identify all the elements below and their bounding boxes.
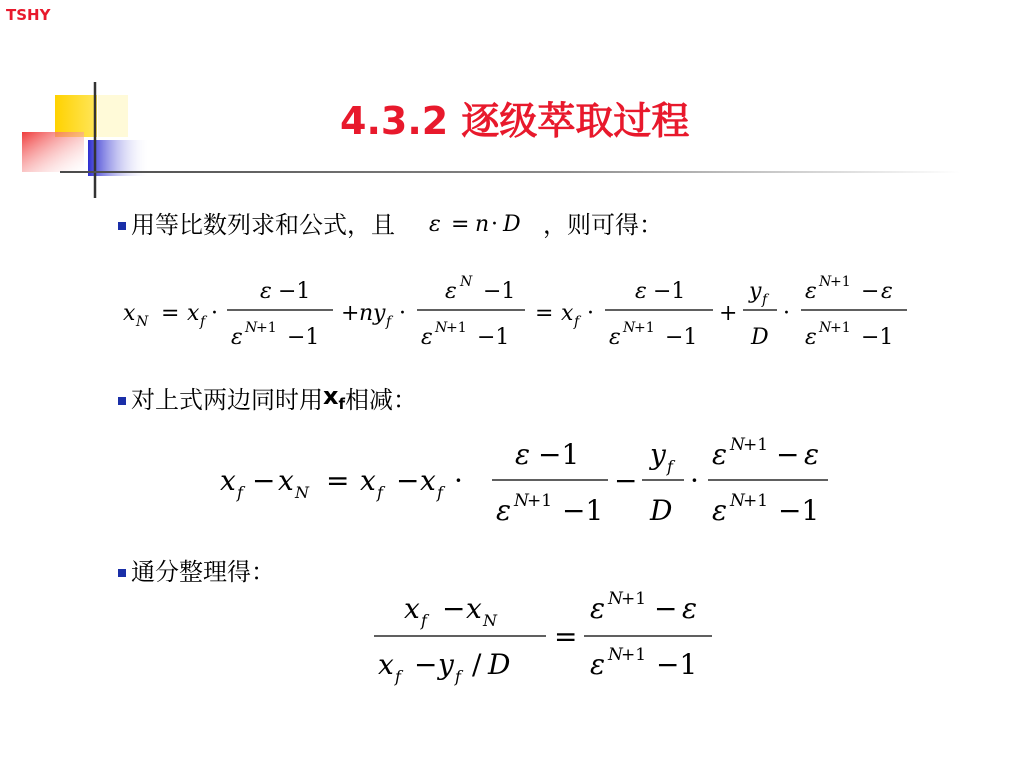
svg-text:ε: ε [590,648,606,681]
svg-text:−: − [614,464,638,497]
inline-formula [423,206,543,240]
svg-text:N: N [136,314,149,330]
svg-text:x: x [378,648,394,681]
svg-text:ε: ε [712,494,728,527]
svg-text:+1: +1 [527,491,553,511]
svg-text:=: = [554,620,578,653]
logo-text: TSHY [6,6,51,24]
svg-text:f: f [421,611,427,630]
svg-text:−1: −1 [278,279,311,304]
svg-text:f: f [237,483,243,502]
bullet-square-icon [118,397,126,405]
svg-text:−1: −1 [477,325,510,350]
bullet-1-text: 用等比数列求和公式，且 [131,211,395,239]
svg-text:x: x [187,301,200,326]
svg-text:ε: ε [231,325,243,350]
svg-text:y: y [438,648,454,681]
svg-text:·: · [587,301,594,326]
equation-3 [368,586,728,686]
svg-text:−1: −1 [656,648,698,681]
svg-text:x: x [420,464,436,497]
bullet-1-suffix: ，则可得： [543,211,663,239]
svg-text:f: f [455,667,461,686]
svg-text:N: N [460,274,473,290]
bullet-2-prefix: 对上式两边同时用 [131,386,323,414]
svg-text:x: x [278,464,294,497]
svg-text:N: N [435,320,448,336]
svg-text:f: f [667,457,673,476]
svg-text:+1: +1 [256,320,277,336]
equation-1 [115,270,945,355]
bullet-2-variable: $x_f$ [323,382,346,413]
svg-text:ε: ε [445,279,457,304]
svg-text:N: N [730,491,745,511]
svg-text:ε: ε [712,438,728,471]
svg-text:f: f [762,292,768,308]
svg-text:f: f [437,483,443,502]
svg-text:−: − [396,464,420,497]
equation-2 [210,428,850,528]
svg-text:+: + [719,301,738,326]
svg-text:N: N [819,320,832,336]
svg-text:N: N [608,589,623,609]
slide-title: 4.3.2 逐级萃取过程 [340,99,690,143]
bullet-square-icon [118,569,126,577]
svg-text:n: n [475,211,490,237]
svg-text:f: f [200,314,206,330]
svg-text:N: N [819,274,832,290]
svg-text:y: y [650,438,666,471]
svg-text:N: N [730,435,745,455]
svg-text:=: = [535,301,554,326]
svg-text:N: N [514,491,529,511]
svg-text:−: − [414,648,438,681]
svg-text:·: · [690,464,699,497]
svg-text:D: D [503,211,521,237]
svg-text:N: N [295,483,309,502]
svg-text:−1: −1 [861,325,894,350]
svg-text:−1: −1 [287,325,320,350]
svg-text:−: − [861,279,880,304]
svg-text:ε: ε [805,279,817,304]
svg-text:f: f [377,483,383,502]
svg-text:ε: ε [515,438,531,471]
svg-text:−1: −1 [653,279,686,304]
svg-text:x: x [404,592,420,625]
bullet-square-icon [118,222,126,230]
svg-text:·: · [211,301,218,326]
svg-text:−1: −1 [778,494,820,527]
svg-text:−1: −1 [665,325,698,350]
svg-text:−: − [654,592,678,625]
svg-text:·: · [783,301,790,326]
svg-text:ε: ε [805,325,817,350]
svg-text:·: · [454,464,463,497]
svg-text:f: f [574,314,580,330]
bullet-3-text: 通分整理得： [131,558,275,586]
svg-text:ε: ε [881,279,893,304]
svg-text:−1: −1 [562,494,604,527]
svg-text:x: x [220,464,236,497]
svg-text:ε: ε [421,325,433,350]
svg-text:D: D [650,494,673,527]
svg-text:N: N [623,320,636,336]
svg-text:ε: ε [635,279,647,304]
title-underline [60,171,960,173]
svg-text:ε: ε [260,279,272,304]
svg-text:D: D [751,325,769,350]
svg-text:−: − [776,438,800,471]
svg-text:x: x [466,592,482,625]
svg-text:·: · [491,211,498,237]
svg-text:+1: +1 [830,320,851,336]
svg-text:=: = [161,301,180,326]
svg-text:+1: +1 [743,491,769,511]
svg-text:x: x [360,464,376,497]
svg-text:/: / [472,648,482,681]
svg-text:y: y [749,279,762,304]
svg-text:=: = [451,211,470,237]
svg-text:·: · [399,301,406,326]
svg-text:D: D [488,648,511,681]
svg-text:+1: +1 [830,274,851,290]
svg-text:f: f [395,667,401,686]
svg-text:ε: ε [496,494,512,527]
svg-text:−1: −1 [483,279,516,304]
svg-text:+1: +1 [621,645,647,665]
svg-text:x: x [123,301,136,326]
svg-text:N: N [245,320,258,336]
svg-text:+: + [341,301,360,326]
svg-text:−1: −1 [538,438,580,471]
bullet-1 [118,205,663,240]
svg-text:−: − [442,592,466,625]
bullet-2 [118,380,417,415]
svg-text:x: x [561,301,574,326]
svg-text:ε: ε [804,438,820,471]
svg-text:ε: ε [429,211,441,237]
svg-text:ε: ε [682,592,698,625]
svg-text:+1: +1 [621,589,647,609]
svg-text:N: N [608,645,623,665]
svg-text:=: = [326,464,350,497]
svg-text:−: − [252,464,276,497]
svg-text:n: n [359,301,374,326]
svg-text:N: N [483,611,497,630]
svg-text:+1: +1 [743,435,769,455]
svg-text:ε: ε [590,592,606,625]
svg-text:+1: +1 [446,320,467,336]
bullet-3 [118,552,275,587]
bullet-2-suffix: 相减： [345,386,418,414]
svg-text:+1: +1 [634,320,655,336]
svg-text:f: f [386,314,392,330]
decorative-blocks [0,0,180,210]
svg-text:ε: ε [609,325,621,350]
svg-text:y: y [373,301,386,326]
